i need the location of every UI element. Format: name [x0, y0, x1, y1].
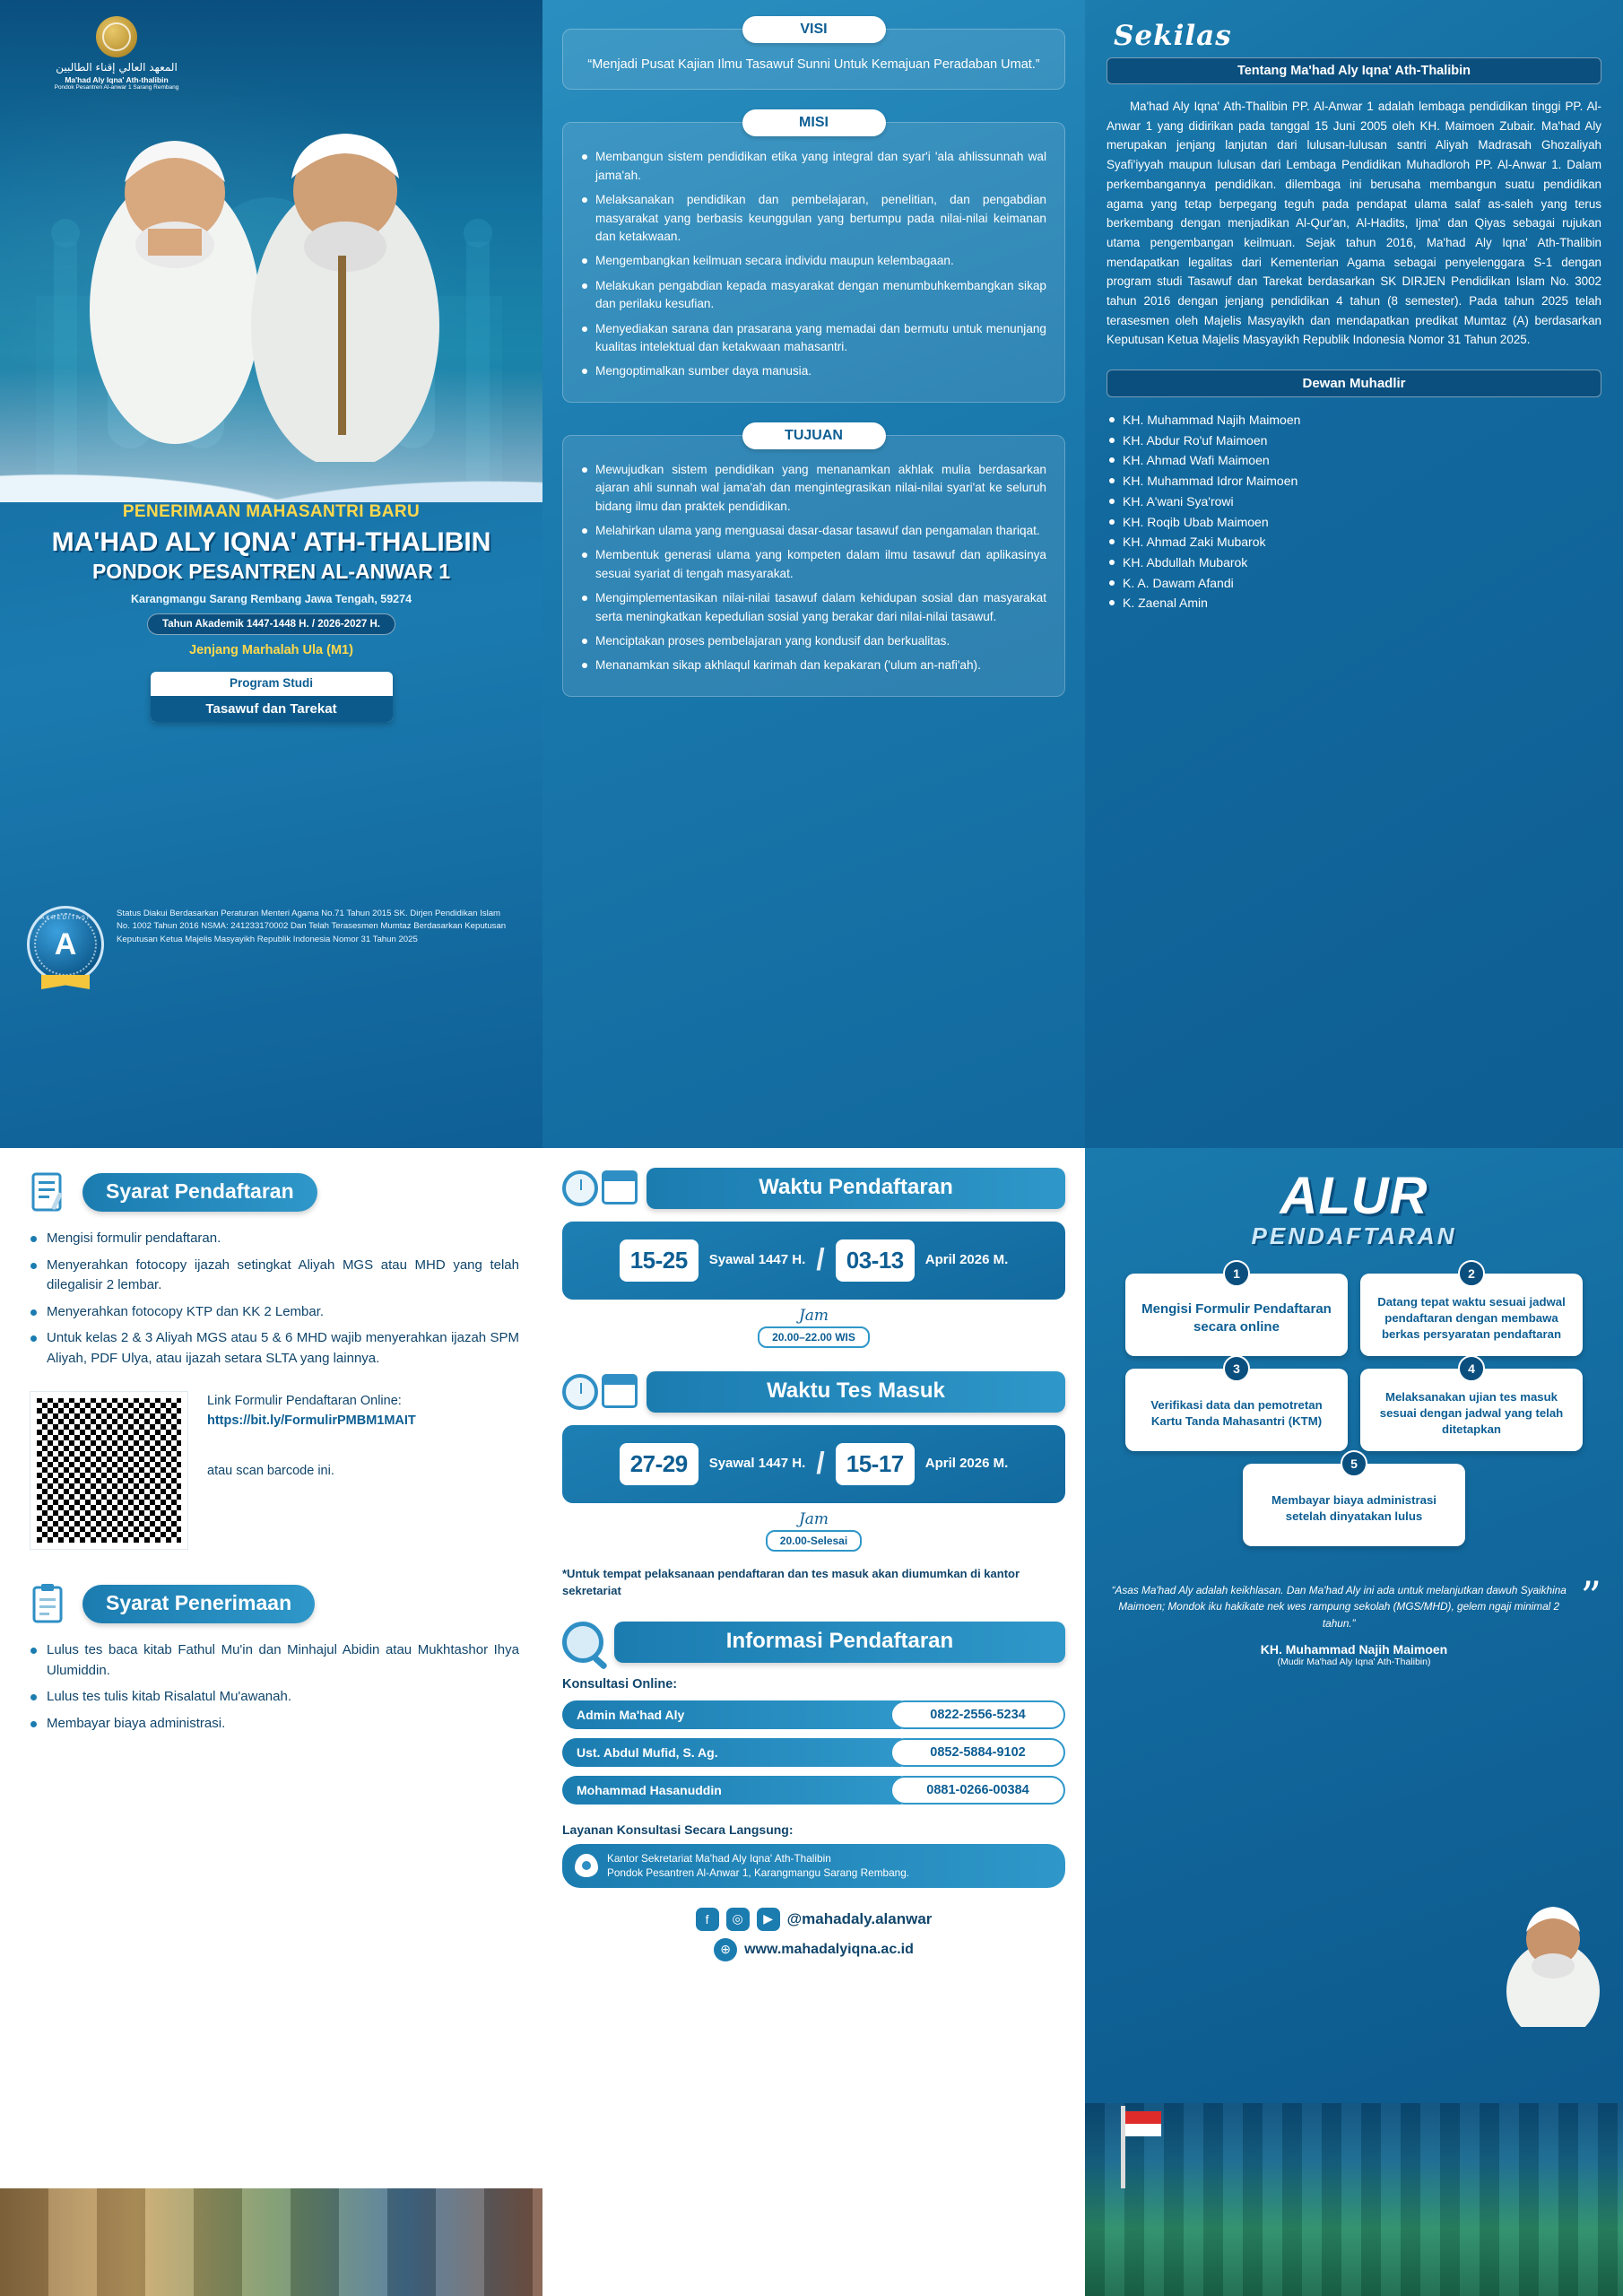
- visi-quote: “Menjadi Pusat Kajian Ilmu Tasawuf Sunni Untuk Kemajuan Peradaban Umat.”: [587, 57, 1040, 72]
- waktu-pendaftaran-header: [562, 1168, 1065, 1209]
- panel-syarat: [0, 1148, 542, 2296]
- cover-subtitle: PONDOK PESANTREN AL-ANWAR 1: [91, 559, 451, 583]
- visi-card: [562, 29, 1065, 90]
- office-address-line2: Pondok Pesantren Al-Anwar 1, Karangmangu Sarang Rembang.: [607, 1866, 910, 1880]
- list-item: Mengembangkan keilmuan secara individu maupun kelembagaan.: [581, 252, 1046, 270]
- step-text: Membayar biaya administrasi setelah dinyatakan lulus: [1271, 1493, 1436, 1524]
- list-item: KH. Muhammad Najih Maimoen: [1107, 410, 1601, 430]
- list-item: Menciptakan proses pembelajaran yang kondusif dan berkualitas.: [581, 632, 1046, 650]
- books-photo-strip: [0, 2188, 542, 2296]
- misi-list: [581, 148, 1046, 380]
- quote-author-role: (Mudir Ma'had Aly Iqna' Ath-Thalibin): [1277, 1656, 1431, 1667]
- list-item: Lulus tes baca kitab Fathul Mu'in dan Minhajul Abidin atau Mukhtashor Ihya Ulumiddin.: [29, 1640, 519, 1681]
- contact-name: Mohammad Hasanuddin: [562, 1776, 901, 1805]
- clock-icon: [562, 1170, 598, 1206]
- program-study-label: Program Studi: [229, 675, 313, 690]
- qr-code[interactable]: [30, 1392, 187, 1549]
- contact-row: [562, 1738, 1065, 1767]
- program-study-box: [151, 672, 393, 722]
- logo-emblem-icon: [96, 16, 137, 57]
- list-item: Mengisi formulir pendaftaran.: [29, 1229, 519, 1249]
- tujuan-list: [581, 461, 1046, 675]
- list-item: Mengimplementasikan nilai-nilai tasawuf dalam kehidupan sosial dan masyarakat serta meningkatkan kepedulian sosial yang berakar dari nilai-nilai tasawuf.: [581, 589, 1046, 626]
- tujuan-card: [562, 435, 1065, 697]
- konsultasi-label: Konsultasi Online:: [562, 1676, 678, 1692]
- quote-mark-icon: ”: [1580, 1572, 1601, 1622]
- magnifier-icon: [562, 1622, 603, 1663]
- jam-value: 20.00–22.00 WIS: [758, 1326, 870, 1348]
- list-item: Melakukan pengabdian kepada masyarakat dengan menumbuhkembangkan sikap dan perilaku kesufian.: [581, 277, 1046, 314]
- list-item: KH. Abdullah Mubarok: [1107, 552, 1601, 573]
- separator: /: [816, 1243, 825, 1277]
- list-item: KH. Roqib Ubab Maimoen: [1107, 512, 1601, 533]
- map-pin-icon: [575, 1854, 598, 1877]
- step-card: [1360, 1265, 1583, 1356]
- alur-title: ALUR: [1280, 1167, 1428, 1225]
- alur-subtitle: PENDAFTARAN: [1251, 1222, 1457, 1250]
- bottom-row: [0, 1148, 1623, 2296]
- list-item: KH. Muhammad Idror Maimoen: [1107, 471, 1601, 491]
- step-card: [1360, 1361, 1583, 1451]
- youtube-icon[interactable]: ▶: [757, 1908, 780, 1931]
- quote-author-name: KH. Muhammad Najih Maimoen: [1260, 1641, 1448, 1657]
- globe-icon: ⊕: [714, 1938, 737, 1961]
- registration-link[interactable]: https://bit.ly/FormulirPMBM1MAIT: [207, 1413, 416, 1428]
- academic-year-badge: Tahun Akademik 1447-1448 H. / 2026-2027 H.: [147, 613, 395, 635]
- social-handle[interactable]: @mahadaly.alanwar: [786, 1909, 933, 1927]
- gregorian-range: 03-13: [836, 1239, 915, 1282]
- qr-scan-hint: atau scan barcode ini.: [207, 1463, 334, 1478]
- hijri-range: 15-25: [620, 1239, 699, 1282]
- waktu-tes-header: [562, 1371, 1065, 1413]
- jam-value: 20.00-Selesai: [766, 1530, 862, 1552]
- social-row: [562, 1908, 1065, 1931]
- logo-arabic-text: المعهد العالي إقناء الطالبين: [56, 61, 178, 74]
- website-url[interactable]: www.mahadalyiqna.ac.id: [744, 1941, 914, 1957]
- sekilas-script-title: Sekilas: [1114, 20, 1232, 52]
- misi-card: [562, 122, 1065, 402]
- syarat-pendaftaran-title: Syarat Pendaftaran: [82, 1173, 317, 1212]
- contact-name: Ust. Abdul Mufid, S. Ag.: [562, 1738, 901, 1767]
- dewan-muhadlir-list: [1107, 410, 1601, 613]
- jam-script-label: Jam: [798, 1307, 829, 1325]
- step-text: Datang tepat waktu sesuai jadwal pendaftaran dengan membawa berkas persyaratan pendaftaran: [1377, 1295, 1566, 1341]
- list-item: K. Zaenal Amin: [1107, 593, 1601, 613]
- list-item: Menyerahkan fotocopy ijazah setingkat Aliyah MGS atau MHD yang telah dilegalisir 2 lembar.: [29, 1256, 519, 1296]
- accreditation-block: [27, 906, 516, 983]
- panel-sekilas: [1085, 0, 1623, 1148]
- waktu-pendaftaran-card: [562, 1222, 1065, 1300]
- cover-title: MA'HAD ALY IQNA' ATH-THALIBIN: [51, 527, 491, 557]
- list-item: Lulus tes tulis kitab Risalatul Mu'awanah.: [29, 1687, 519, 1708]
- cover-photo: [0, 0, 542, 502]
- list-item: Mewujudkan sistem pendidikan yang menanamkan akhlak mulia berdasarkan ajaran ahli sunnah wal jama'ah dan mengintegrasikan nilai-nilai syari'at ke seluruh bidang ilmu dan praktek pendidikan.: [581, 461, 1046, 516]
- list-item: Membentuk generasi ulama yang kompeten dalam ilmu tasawuf dan aplikasinya sesuai syariat di tengah masyarakat.: [581, 546, 1046, 583]
- cover-text-block: [0, 502, 542, 722]
- separator: /: [816, 1447, 825, 1481]
- contact-number[interactable]: 0822-2556-5234: [890, 1700, 1065, 1729]
- instagram-icon[interactable]: ◎: [726, 1908, 750, 1931]
- contact-number[interactable]: 0881-0266-00384: [890, 1776, 1065, 1805]
- clipboard-icon: [23, 1579, 72, 1628]
- list-item: Menyerahkan fotocopy KTP dan KK 2 Lembar.: [29, 1302, 519, 1323]
- program-study-value: Tasawuf dan Tarekat: [151, 694, 393, 722]
- list-item: Menanamkan sikap akhlaqul karimah dan kepakaran ('ulum an-nafi'ah).: [581, 657, 1046, 674]
- informasi-header: [562, 1622, 1065, 1663]
- dewan-muhadlir-title: Dewan Muhadlir: [1107, 370, 1601, 397]
- group-photo-strip: [1085, 2103, 1623, 2296]
- office-address-line1: Kantor Sekretariat Ma'had Aly Iqna' Ath-Thalibin: [607, 1851, 831, 1865]
- indonesian-flag-icon: [1125, 2111, 1161, 2136]
- jam-script-label: Jam: [798, 1510, 829, 1528]
- list-item: KH. A'wani Sya'rowi: [1107, 491, 1601, 512]
- step-text: Verifikasi data dan pemotretan Kartu Tanda Mahasantri (KTM): [1150, 1398, 1323, 1429]
- badge-caption: AKREDITASI: [40, 916, 91, 921]
- panel-visi-misi: [542, 0, 1085, 1148]
- waktu-tes-jam: [562, 1510, 1065, 1552]
- visi-title: VISI: [742, 16, 886, 43]
- misi-title: MISI: [742, 109, 886, 136]
- step-number: 1: [1223, 1260, 1250, 1287]
- office-address-text: [607, 1851, 909, 1881]
- panel-cover: [0, 0, 542, 1148]
- contact-row: [562, 1700, 1065, 1729]
- kyai-portraits: [49, 85, 498, 462]
- alur-steps: [1107, 1265, 1601, 1546]
- syarat-pendaftaran-header: [23, 1168, 519, 1216]
- hijri-range: 27-29: [620, 1443, 699, 1485]
- document-icon: [23, 1168, 72, 1216]
- hijri-label: Syawal 1447 H.: [708, 1456, 806, 1472]
- step-card: [1125, 1265, 1348, 1356]
- contact-number[interactable]: 0852-5884-9102: [890, 1738, 1065, 1767]
- cover-level: Jenjang Marhalah Ula (M1): [189, 642, 353, 657]
- clock-calendar-icons-2: [562, 1374, 638, 1410]
- calendar-icon: [602, 1170, 638, 1205]
- calendar-icon: [602, 1374, 638, 1408]
- waktu-pendaftaran-title: Waktu Pendaftaran: [647, 1168, 1065, 1209]
- tujuan-title: TUJUAN: [742, 422, 886, 449]
- badge-ribbon: [41, 975, 90, 989]
- clock-icon: [562, 1374, 598, 1410]
- cover-kicker: PENERIMAAN MAHASANTRI BARU: [122, 502, 421, 521]
- institution-logo: [27, 16, 206, 91]
- contact-name: Admin Ma'had Aly: [562, 1700, 901, 1729]
- badge-ring: [34, 913, 97, 976]
- waktu-tes-card: [562, 1425, 1065, 1503]
- list-item: Mengoptimalkan sumber daya manusia.: [581, 362, 1046, 380]
- syarat-penerimaan-title: Syarat Penerimaan: [82, 1585, 315, 1623]
- qr-block: [23, 1392, 519, 1549]
- form-document-icon: [24, 1169, 71, 1215]
- list-item: Membayar biaya administrasi.: [29, 1714, 519, 1735]
- list-item: Untuk kelas 2 & 3 Aliyah MGS atau 5 & 6 MHD wajib menyerahkan ijazah SPM Aliyah, PDF Ulya, atau ijazah setara SLTA yang lainnya.: [29, 1328, 519, 1369]
- list-item: KH. Ahmad Zaki Mubarok: [1107, 532, 1601, 552]
- step-number: 2: [1458, 1260, 1485, 1287]
- step-text: Melaksanakan ujian tes masuk sesuai dengan jadwal yang telah ditetapkan: [1379, 1390, 1564, 1436]
- list-item: Membangun sistem pendidikan etika yang integral dan syar'i 'ala ahlissunnah wal jama'ah.: [581, 148, 1046, 185]
- panel-alur: [1085, 1148, 1623, 2296]
- list-item: KH. Ahmad Wafi Maimoen: [1107, 450, 1601, 471]
- facebook-icon[interactable]: f: [696, 1908, 719, 1931]
- gregorian-range: 15-17: [836, 1443, 915, 1485]
- kyai-portrait-group: [49, 85, 498, 462]
- step-card: [1243, 1456, 1465, 1546]
- website-row: [562, 1938, 1065, 1961]
- syarat-penerimaan-header: [23, 1579, 519, 1628]
- list-item: Melahirkan ulama yang menguasai dasar-dasar tasawuf dan pengamalan thariqat.: [581, 522, 1046, 540]
- list-item: Menyediakan sarana dan prasarana yang memadai dan bermutu untuk menunjang kualitas intelektual dan ketakwaan mahasantri.: [581, 320, 1046, 357]
- accreditation-badge-icon: [27, 906, 104, 983]
- accreditation-text: Status Diakui Berdasarkan Peraturan Menteri Agama No.71 Tahun 2015 SK. Dirjen Pendidikan Islam No. 1002 Tahun 2016 NSMA: 241233170002 Dan Telah Terasesmen Mumtaz Berdasarkan Keputusan Keputusan Ketua Majelis Masyayikh Republik Indonesia Nomor 31 Tahun 2025: [117, 909, 507, 944]
- step-number: 5: [1341, 1450, 1367, 1477]
- waktu-pendaftaran-jam: [562, 1307, 1065, 1348]
- qr-text-block: [207, 1392, 416, 1481]
- step-number: 3: [1223, 1355, 1250, 1382]
- logo-name: Ma'had Aly Iqna' Ath-thalibin: [65, 75, 169, 85]
- qr-label: Link Formulir Pendaftaran Online:: [207, 1394, 402, 1408]
- step-card: [1125, 1361, 1348, 1451]
- badge-letter: A: [54, 927, 77, 961]
- syarat-penerimaan-list: [23, 1640, 519, 1734]
- list-item: K. A. Dawam Afandi: [1107, 573, 1601, 594]
- hijri-label: Syawal 1447 H.: [708, 1252, 806, 1268]
- quote-block: [1107, 1572, 1601, 1631]
- syarat-pendaftaran-list: [23, 1229, 519, 1369]
- contact-row: [562, 1776, 1065, 1805]
- cover-address: Karangmangu Sarang Rembang Jawa Tengah, 59274: [130, 592, 412, 605]
- panel-waktu-informasi: [542, 1148, 1085, 2296]
- list-item: Melaksanakan pendidikan dan pembelajaran, penelitian, dan pengabdian masyarakat yang berbasis keunggulan yang bertumpu pada nilai-nilai keimanan dan ketakwaan.: [581, 191, 1046, 246]
- gregorian-label: April 2026 M.: [924, 1456, 1009, 1472]
- layanan-label: Layanan Konsultasi Secara Langsung:: [562, 1822, 794, 1837]
- gregorian-label: April 2026 M.: [924, 1252, 1009, 1268]
- clock-calendar-icons: [562, 1170, 638, 1206]
- office-address: [562, 1844, 1065, 1888]
- informasi-title: Informasi Pendaftaran: [614, 1622, 1065, 1663]
- venue-note: *Untuk tempat pelaksanaan pendaftaran dan tes masuk akan diumumkan di kantor sekretariat: [562, 1567, 1020, 1597]
- sekilas-bar-title: Tentang Ma'had Aly Iqna' Ath-Thalibin: [1107, 57, 1601, 84]
- mudir-portrait: [1499, 1892, 1607, 2027]
- clipboard-check-icon: [24, 1580, 71, 1627]
- step-text: Mengisi Formulir Pendaftaran secara online: [1141, 1300, 1332, 1335]
- logo-subname: Pondok Pesantren Al-anwar 1 Sarang Rembang: [54, 84, 179, 91]
- quote-text: “Asas Ma'had Aly adalah keikhlasan. Dan Ma'had Aly ini ada untuk melanjutkan dawuh Syaikhina Maimoen; Mondok iku hakikate nek wes rampung sekolah (MGS/MHD), gelem ngaji minimal 2 tahun.”: [1111, 1584, 1567, 1630]
- sekilas-body: Ma'had Aly Iqna' Ath-Thalibin PP. Al-Anwar 1 adalah lembaga pendidikan tinggi PP. Al-Anwar 1 yang didirikan pada tanggal 15 Juni 2005 oleh KH. Maimoen Zubair. Ma'had Aly merupakan jenjang lanjutan dari lulusan-lulusan santri Aliyah Madrasah Ghozaliyah Syafi'iyyah maupun lulusan dari Lembaga Pendidikan Muhadloroh PP. Al-Anwar 1. Dalam perkembangannya pendidikan. dilembaga ini berusaha membangun suatu pendidikan agama yang tetap berpegang teguh pada pendapat ulama salaf as-saleh yang terus berkembang dengan menjadikan Al-Qur'an, Al-Hadits, Ijma' dan Qiyas sebagai rujukan utama pengembangan keilmuan. Sejak tahun 2016, Ma'had Aly Iqna' Ath-Thalibin mendapatkan legalitas dari Kementerian Agama sebagai penyelenggara S-1 dengan program studi Tasawuf dan Tarekat berdasarkan SK DIRJEN Pendidikan Islam No. 3002 tahun 2016 dengan jenjang pendidikan 4 tahun (8 semester). Pada tahun 2025 telah terasesmen oleh Majelis Masyayikh dan mendapatkan predikat Mumtaz (A) berdasarkan Keputusan Ketua Majelis Masyayikh Republik Indonesia Nomor 31 Tahun 2025.: [1107, 100, 1601, 347]
- list-item: KH. Abdur Ro'uf Maimoen: [1107, 430, 1601, 451]
- waktu-tes-title: Waktu Tes Masuk: [647, 1371, 1065, 1413]
- step-number: 4: [1458, 1355, 1485, 1382]
